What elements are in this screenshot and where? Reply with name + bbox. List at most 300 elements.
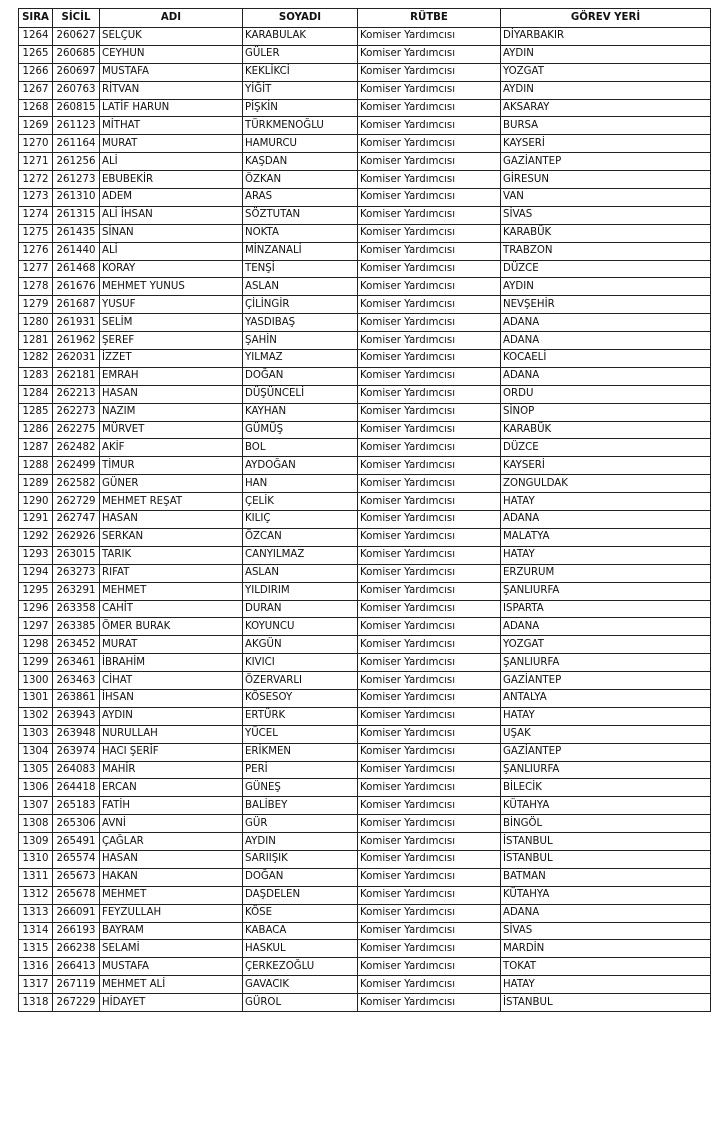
cell-rutbe: Komiser Yardımcısı [358, 528, 501, 546]
cell-sira: 1297 [19, 618, 53, 636]
cell-rutbe: Komiser Yardımcısı [358, 81, 501, 99]
table-row [19, 385, 711, 403]
cell-adi: LATİF HARUN [100, 99, 243, 117]
cell-gorev-yeri: KAYSERİ [501, 135, 711, 153]
cell-sira: 1317 [19, 976, 53, 994]
cell-adi: İZZET [100, 350, 243, 368]
table-row [19, 439, 711, 457]
cell-sicil: 265183 [53, 797, 100, 815]
cell-adi: HASAN [100, 850, 243, 868]
cell-gorev-yeri: TOKAT [501, 958, 711, 976]
cell-gorev-yeri: KARABÜK [501, 421, 711, 439]
cell-sicil: 263015 [53, 546, 100, 564]
table-row [19, 582, 711, 600]
cell-soyadi: KIVICI [243, 654, 358, 672]
table-row [19, 761, 711, 779]
cell-soyadi: BOL [243, 439, 358, 457]
cell-gorev-yeri: SİVAS [501, 206, 711, 224]
cell-soyadi: AKGÜN [243, 636, 358, 654]
cell-rutbe: Komiser Yardımcısı [358, 189, 501, 207]
cell-rutbe: Komiser Yardımcısı [358, 403, 501, 421]
cell-sira: 1281 [19, 332, 53, 350]
cell-sicil: 266238 [53, 940, 100, 958]
cell-rutbe: Komiser Yardımcısı [358, 296, 501, 314]
cell-rutbe: Komiser Yardımcısı [358, 976, 501, 994]
cell-soyadi: KÖSESOY [243, 689, 358, 707]
table-row [19, 636, 711, 654]
cell-rutbe: Komiser Yardımcısı [358, 618, 501, 636]
cell-adi: EMRAH [100, 367, 243, 385]
table-row [19, 153, 711, 171]
table-row [19, 904, 711, 922]
table-row [19, 403, 711, 421]
cell-gorev-yeri: DİYARBAKIR [501, 28, 711, 46]
cell-soyadi: GÜLER [243, 45, 358, 63]
cell-rutbe: Komiser Yardımcısı [358, 45, 501, 63]
cell-sira: 1302 [19, 707, 53, 725]
cell-adi: SİNAN [100, 224, 243, 242]
cell-sira: 1286 [19, 421, 53, 439]
cell-sicil: 262747 [53, 511, 100, 529]
table-row [19, 618, 711, 636]
table-row [19, 994, 711, 1012]
cell-soyadi: DAŞDELEN [243, 886, 358, 904]
cell-soyadi: YÜCEL [243, 725, 358, 743]
table-row [19, 976, 711, 994]
cell-gorev-yeri: ADANA [501, 618, 711, 636]
cell-adi: NAZIM [100, 403, 243, 421]
header-row [19, 9, 711, 28]
cell-sira: 1280 [19, 314, 53, 332]
cell-sira: 1289 [19, 475, 53, 493]
cell-soyadi: ERTÜRK [243, 707, 358, 725]
cell-sicil: 263452 [53, 636, 100, 654]
cell-soyadi: HASKUL [243, 940, 358, 958]
cell-sicil: 260815 [53, 99, 100, 117]
cell-rutbe: Komiser Yardımcısı [358, 743, 501, 761]
cell-adi: CİHAT [100, 672, 243, 690]
cell-gorev-yeri: AYDIN [501, 278, 711, 296]
cell-adi: AVNİ [100, 815, 243, 833]
cell-sicil: 263291 [53, 582, 100, 600]
cell-sira: 1264 [19, 28, 53, 46]
cell-rutbe: Komiser Yardımcısı [358, 350, 501, 368]
cell-sira: 1265 [19, 45, 53, 63]
cell-adi: MEHMET [100, 582, 243, 600]
cell-sicil: 265306 [53, 815, 100, 833]
cell-sicil: 263948 [53, 725, 100, 743]
cell-adi: MÜRVET [100, 421, 243, 439]
cell-sicil: 261310 [53, 189, 100, 207]
table-body [19, 28, 711, 1012]
cell-sicil: 265673 [53, 868, 100, 886]
cell-gorev-yeri: ADANA [501, 511, 711, 529]
cell-soyadi: HAMURCU [243, 135, 358, 153]
cell-sicil: 262031 [53, 350, 100, 368]
cell-rutbe: Komiser Yardımcısı [358, 600, 501, 618]
cell-gorev-yeri: KÜTAHYA [501, 886, 711, 904]
cell-sira: 1315 [19, 940, 53, 958]
cell-adi: HASAN [100, 511, 243, 529]
table-row [19, 135, 711, 153]
cell-adi: MEHMET [100, 886, 243, 904]
cell-sicil: 263273 [53, 564, 100, 582]
cell-sicil: 261435 [53, 224, 100, 242]
cell-sira: 1269 [19, 117, 53, 135]
cell-adi: MURAT [100, 135, 243, 153]
cell-soyadi: GÜMÜŞ [243, 421, 358, 439]
cell-rutbe: Komiser Yardımcısı [358, 439, 501, 457]
cell-soyadi: KAŞDAN [243, 153, 358, 171]
table-row [19, 421, 711, 439]
cell-soyadi: GÜROL [243, 994, 358, 1012]
cell-sicil: 262729 [53, 493, 100, 511]
cell-soyadi: KABACA [243, 922, 358, 940]
cell-rutbe: Komiser Yardımcısı [358, 654, 501, 672]
cell-soyadi: DURAN [243, 600, 358, 618]
cell-soyadi: YİĞİT [243, 81, 358, 99]
header-gorev-yeri: GÖREV YERİ [501, 9, 711, 28]
cell-sira: 1318 [19, 994, 53, 1012]
cell-soyadi: SARIIŞIK [243, 850, 358, 868]
table-row [19, 457, 711, 475]
cell-soyadi: ÇİLİNGİR [243, 296, 358, 314]
cell-adi: GÜNER [100, 475, 243, 493]
cell-rutbe: Komiser Yardımcısı [358, 994, 501, 1012]
cell-adi: HİDAYET [100, 994, 243, 1012]
cell-rutbe: Komiser Yardımcısı [358, 779, 501, 797]
cell-rutbe: Komiser Yardımcısı [358, 689, 501, 707]
cell-sira: 1304 [19, 743, 53, 761]
cell-sira: 1314 [19, 922, 53, 940]
cell-adi: ŞEREF [100, 332, 243, 350]
cell-gorev-yeri: BATMAN [501, 868, 711, 886]
cell-soyadi: AYDOĞAN [243, 457, 358, 475]
cell-gorev-yeri: ADANA [501, 332, 711, 350]
cell-sira: 1301 [19, 689, 53, 707]
table-row [19, 260, 711, 278]
cell-soyadi: ŞAHİN [243, 332, 358, 350]
cell-rutbe: Komiser Yardımcısı [358, 278, 501, 296]
cell-gorev-yeri: ŞANLIURFA [501, 582, 711, 600]
cell-sicil: 263861 [53, 689, 100, 707]
table-row [19, 278, 711, 296]
cell-adi: MEHMET REŞAT [100, 493, 243, 511]
cell-soyadi: ÖZKAN [243, 171, 358, 189]
cell-gorev-yeri: ANTALYA [501, 689, 711, 707]
table-row [19, 296, 711, 314]
table-row [19, 797, 711, 815]
cell-adi: TARIK [100, 546, 243, 564]
cell-sira: 1311 [19, 868, 53, 886]
cell-adi: FEYZULLAH [100, 904, 243, 922]
cell-sicil: 262273 [53, 403, 100, 421]
cell-soyadi: YILMAZ [243, 350, 358, 368]
header-sira: SIRA [19, 9, 53, 28]
cell-soyadi: CANYILMAZ [243, 546, 358, 564]
table-row [19, 689, 711, 707]
cell-sira: 1305 [19, 761, 53, 779]
cell-gorev-yeri: İSTANBUL [501, 850, 711, 868]
cell-adi: MUSTAFA [100, 63, 243, 81]
cell-gorev-yeri: KÜTAHYA [501, 797, 711, 815]
table-row [19, 600, 711, 618]
cell-soyadi: DÜŞÜNCELİ [243, 385, 358, 403]
cell-rutbe: Komiser Yardımcısı [358, 904, 501, 922]
cell-adi: RIFAT [100, 564, 243, 582]
cell-soyadi: ÇELİK [243, 493, 358, 511]
cell-adi: MEHMET YUNUS [100, 278, 243, 296]
cell-soyadi: TENŞİ [243, 260, 358, 278]
cell-rutbe: Komiser Yardımcısı [358, 206, 501, 224]
cell-soyadi: KÖSE [243, 904, 358, 922]
cell-gorev-yeri: YOZGAT [501, 63, 711, 81]
cell-rutbe: Komiser Yardımcısı [358, 457, 501, 475]
cell-gorev-yeri: AKSARAY [501, 99, 711, 117]
cell-gorev-yeri: BİLECİK [501, 779, 711, 797]
cell-adi: ALİ [100, 153, 243, 171]
table-row [19, 564, 711, 582]
cell-sira: 1299 [19, 654, 53, 672]
cell-sira: 1291 [19, 511, 53, 529]
table-row [19, 672, 711, 690]
cell-rutbe: Komiser Yardımcısı [358, 475, 501, 493]
cell-adi: RİTVAN [100, 81, 243, 99]
cell-sira: 1285 [19, 403, 53, 421]
cell-soyadi: MİNZANALİ [243, 242, 358, 260]
cell-gorev-yeri: ADANA [501, 367, 711, 385]
cell-sira: 1294 [19, 564, 53, 582]
cell-sicil: 263385 [53, 618, 100, 636]
cell-adi: ÇAĞLAR [100, 833, 243, 851]
cell-gorev-yeri: ISPARTA [501, 600, 711, 618]
cell-adi: CAHİT [100, 600, 243, 618]
cell-sicil: 261256 [53, 153, 100, 171]
cell-rutbe: Komiser Yardımcısı [358, 511, 501, 529]
table-row [19, 117, 711, 135]
cell-sira: 1268 [19, 99, 53, 117]
cell-gorev-yeri: HATAY [501, 707, 711, 725]
cell-rutbe: Komiser Yardımcısı [358, 761, 501, 779]
cell-gorev-yeri: HATAY [501, 493, 711, 511]
cell-soyadi: NOKTA [243, 224, 358, 242]
table-row [19, 189, 711, 207]
table-row [19, 886, 711, 904]
cell-sira: 1316 [19, 958, 53, 976]
cell-rutbe: Komiser Yardımcısı [358, 224, 501, 242]
cell-gorev-yeri: NEVŞEHİR [501, 296, 711, 314]
cell-sira: 1275 [19, 224, 53, 242]
cell-soyadi: HAN [243, 475, 358, 493]
cell-soyadi: ARAS [243, 189, 358, 207]
cell-sira: 1307 [19, 797, 53, 815]
cell-rutbe: Komiser Yardımcısı [358, 242, 501, 260]
cell-gorev-yeri: ADANA [501, 904, 711, 922]
cell-gorev-yeri: MARDİN [501, 940, 711, 958]
table-row [19, 815, 711, 833]
cell-rutbe: Komiser Yardımcısı [358, 707, 501, 725]
cell-rutbe: Komiser Yardımcısı [358, 171, 501, 189]
cell-sira: 1295 [19, 582, 53, 600]
cell-adi: EBUBEKİR [100, 171, 243, 189]
cell-rutbe: Komiser Yardımcısı [358, 958, 501, 976]
cell-sira: 1293 [19, 546, 53, 564]
cell-soyadi: GÜR [243, 815, 358, 833]
cell-rutbe: Komiser Yardımcısı [358, 672, 501, 690]
cell-soyadi: KEKLİKCİ [243, 63, 358, 81]
cell-gorev-yeri: BİNGÖL [501, 815, 711, 833]
cell-adi: HACI ŞERİF [100, 743, 243, 761]
cell-sicil: 261468 [53, 260, 100, 278]
cell-sicil: 260697 [53, 63, 100, 81]
cell-sira: 1277 [19, 260, 53, 278]
cell-gorev-yeri: DÜZCE [501, 439, 711, 457]
table-row [19, 850, 711, 868]
table-row [19, 546, 711, 564]
table-row [19, 63, 711, 81]
cell-sicil: 263358 [53, 600, 100, 618]
cell-soyadi: ASLAN [243, 564, 358, 582]
cell-gorev-yeri: MALATYA [501, 528, 711, 546]
table-row [19, 332, 711, 350]
cell-adi: MURAT [100, 636, 243, 654]
cell-rutbe: Komiser Yardımcısı [358, 153, 501, 171]
cell-soyadi: ÇERKEZOĞLU [243, 958, 358, 976]
cell-sicil: 266091 [53, 904, 100, 922]
cell-sicil: 263974 [53, 743, 100, 761]
cell-soyadi: PİŞKİN [243, 99, 358, 117]
cell-rutbe: Komiser Yardımcısı [358, 797, 501, 815]
cell-gorev-yeri: GAZİANTEP [501, 153, 711, 171]
cell-sira: 1306 [19, 779, 53, 797]
cell-soyadi: YASDIBAŞ [243, 314, 358, 332]
cell-rutbe: Komiser Yardımcısı [358, 385, 501, 403]
cell-gorev-yeri: UŞAK [501, 725, 711, 743]
cell-soyadi: KILIÇ [243, 511, 358, 529]
cell-adi: ALİ [100, 242, 243, 260]
cell-gorev-yeri: TRABZON [501, 242, 711, 260]
cell-gorev-yeri: GAZİANTEP [501, 743, 711, 761]
cell-sira: 1271 [19, 153, 53, 171]
cell-sira: 1274 [19, 206, 53, 224]
cell-sira: 1300 [19, 672, 53, 690]
cell-sicil: 261962 [53, 332, 100, 350]
cell-adi: İHSAN [100, 689, 243, 707]
cell-sira: 1273 [19, 189, 53, 207]
table-row [19, 528, 711, 546]
cell-soyadi: KAYHAN [243, 403, 358, 421]
cell-rutbe: Komiser Yardımcısı [358, 314, 501, 332]
cell-sicil: 261315 [53, 206, 100, 224]
cell-gorev-yeri: GAZİANTEP [501, 672, 711, 690]
cell-rutbe: Komiser Yardımcısı [358, 367, 501, 385]
cell-gorev-yeri: ŞANLIURFA [501, 654, 711, 672]
cell-sicil: 262926 [53, 528, 100, 546]
table-header [19, 9, 711, 28]
cell-rutbe: Komiser Yardımcısı [358, 63, 501, 81]
cell-gorev-yeri: KAYSERİ [501, 457, 711, 475]
cell-gorev-yeri: AYDIN [501, 45, 711, 63]
cell-sicil: 260763 [53, 81, 100, 99]
cell-adi: HASAN [100, 385, 243, 403]
cell-adi: TİMUR [100, 457, 243, 475]
cell-gorev-yeri: SİNOP [501, 403, 711, 421]
table-row [19, 654, 711, 672]
cell-adi: ERCAN [100, 779, 243, 797]
cell-soyadi: ÖZERVARLI [243, 672, 358, 690]
cell-sira: 1312 [19, 886, 53, 904]
cell-gorev-yeri: DÜZCE [501, 260, 711, 278]
table-row [19, 922, 711, 940]
cell-gorev-yeri: ORDU [501, 385, 711, 403]
cell-adi: ÖMER BURAK [100, 618, 243, 636]
table-row [19, 350, 711, 368]
table-row [19, 171, 711, 189]
table-row [19, 206, 711, 224]
cell-sicil: 262275 [53, 421, 100, 439]
cell-rutbe: Komiser Yardımcısı [358, 922, 501, 940]
cell-rutbe: Komiser Yardımcısı [358, 815, 501, 833]
cell-gorev-yeri: KARABÜK [501, 224, 711, 242]
cell-adi: SERKAN [100, 528, 243, 546]
cell-sicil: 266193 [53, 922, 100, 940]
table-row [19, 725, 711, 743]
cell-adi: MAHİR [100, 761, 243, 779]
cell-sira: 1310 [19, 850, 53, 868]
cell-adi: YUSUF [100, 296, 243, 314]
cell-adi: CEYHUN [100, 45, 243, 63]
cell-sicil: 261164 [53, 135, 100, 153]
cell-adi: SELÇUK [100, 28, 243, 46]
cell-sicil: 267229 [53, 994, 100, 1012]
cell-sira: 1290 [19, 493, 53, 511]
cell-rutbe: Komiser Yardımcısı [358, 940, 501, 958]
cell-rutbe: Komiser Yardımcısı [358, 850, 501, 868]
cell-sira: 1278 [19, 278, 53, 296]
cell-sicil: 262181 [53, 367, 100, 385]
cell-rutbe: Komiser Yardımcısı [358, 582, 501, 600]
table-row [19, 224, 711, 242]
cell-sicil: 262582 [53, 475, 100, 493]
cell-rutbe: Komiser Yardımcısı [358, 636, 501, 654]
personnel-table [18, 8, 711, 1012]
cell-adi: SELİM [100, 314, 243, 332]
cell-soyadi: PERİ [243, 761, 358, 779]
cell-gorev-yeri: ZONGULDAK [501, 475, 711, 493]
cell-sicil: 260685 [53, 45, 100, 63]
cell-rutbe: Komiser Yardımcısı [358, 99, 501, 117]
table-row [19, 28, 711, 46]
cell-soyadi: BALİBEY [243, 797, 358, 815]
cell-adi: ALİ İHSAN [100, 206, 243, 224]
cell-soyadi: ÖZCAN [243, 528, 358, 546]
table-row [19, 45, 711, 63]
cell-sicil: 265678 [53, 886, 100, 904]
cell-adi: AKİF [100, 439, 243, 457]
cell-rutbe: Komiser Yardımcısı [358, 564, 501, 582]
table-row [19, 493, 711, 511]
cell-adi: AYDIN [100, 707, 243, 725]
cell-rutbe: Komiser Yardımcısı [358, 332, 501, 350]
cell-sira: 1276 [19, 242, 53, 260]
cell-gorev-yeri: ADANA [501, 314, 711, 332]
cell-sira: 1283 [19, 367, 53, 385]
cell-sira: 1292 [19, 528, 53, 546]
cell-sicil: 261440 [53, 242, 100, 260]
table-row [19, 833, 711, 851]
cell-gorev-yeri: SİVAS [501, 922, 711, 940]
cell-sira: 1303 [19, 725, 53, 743]
